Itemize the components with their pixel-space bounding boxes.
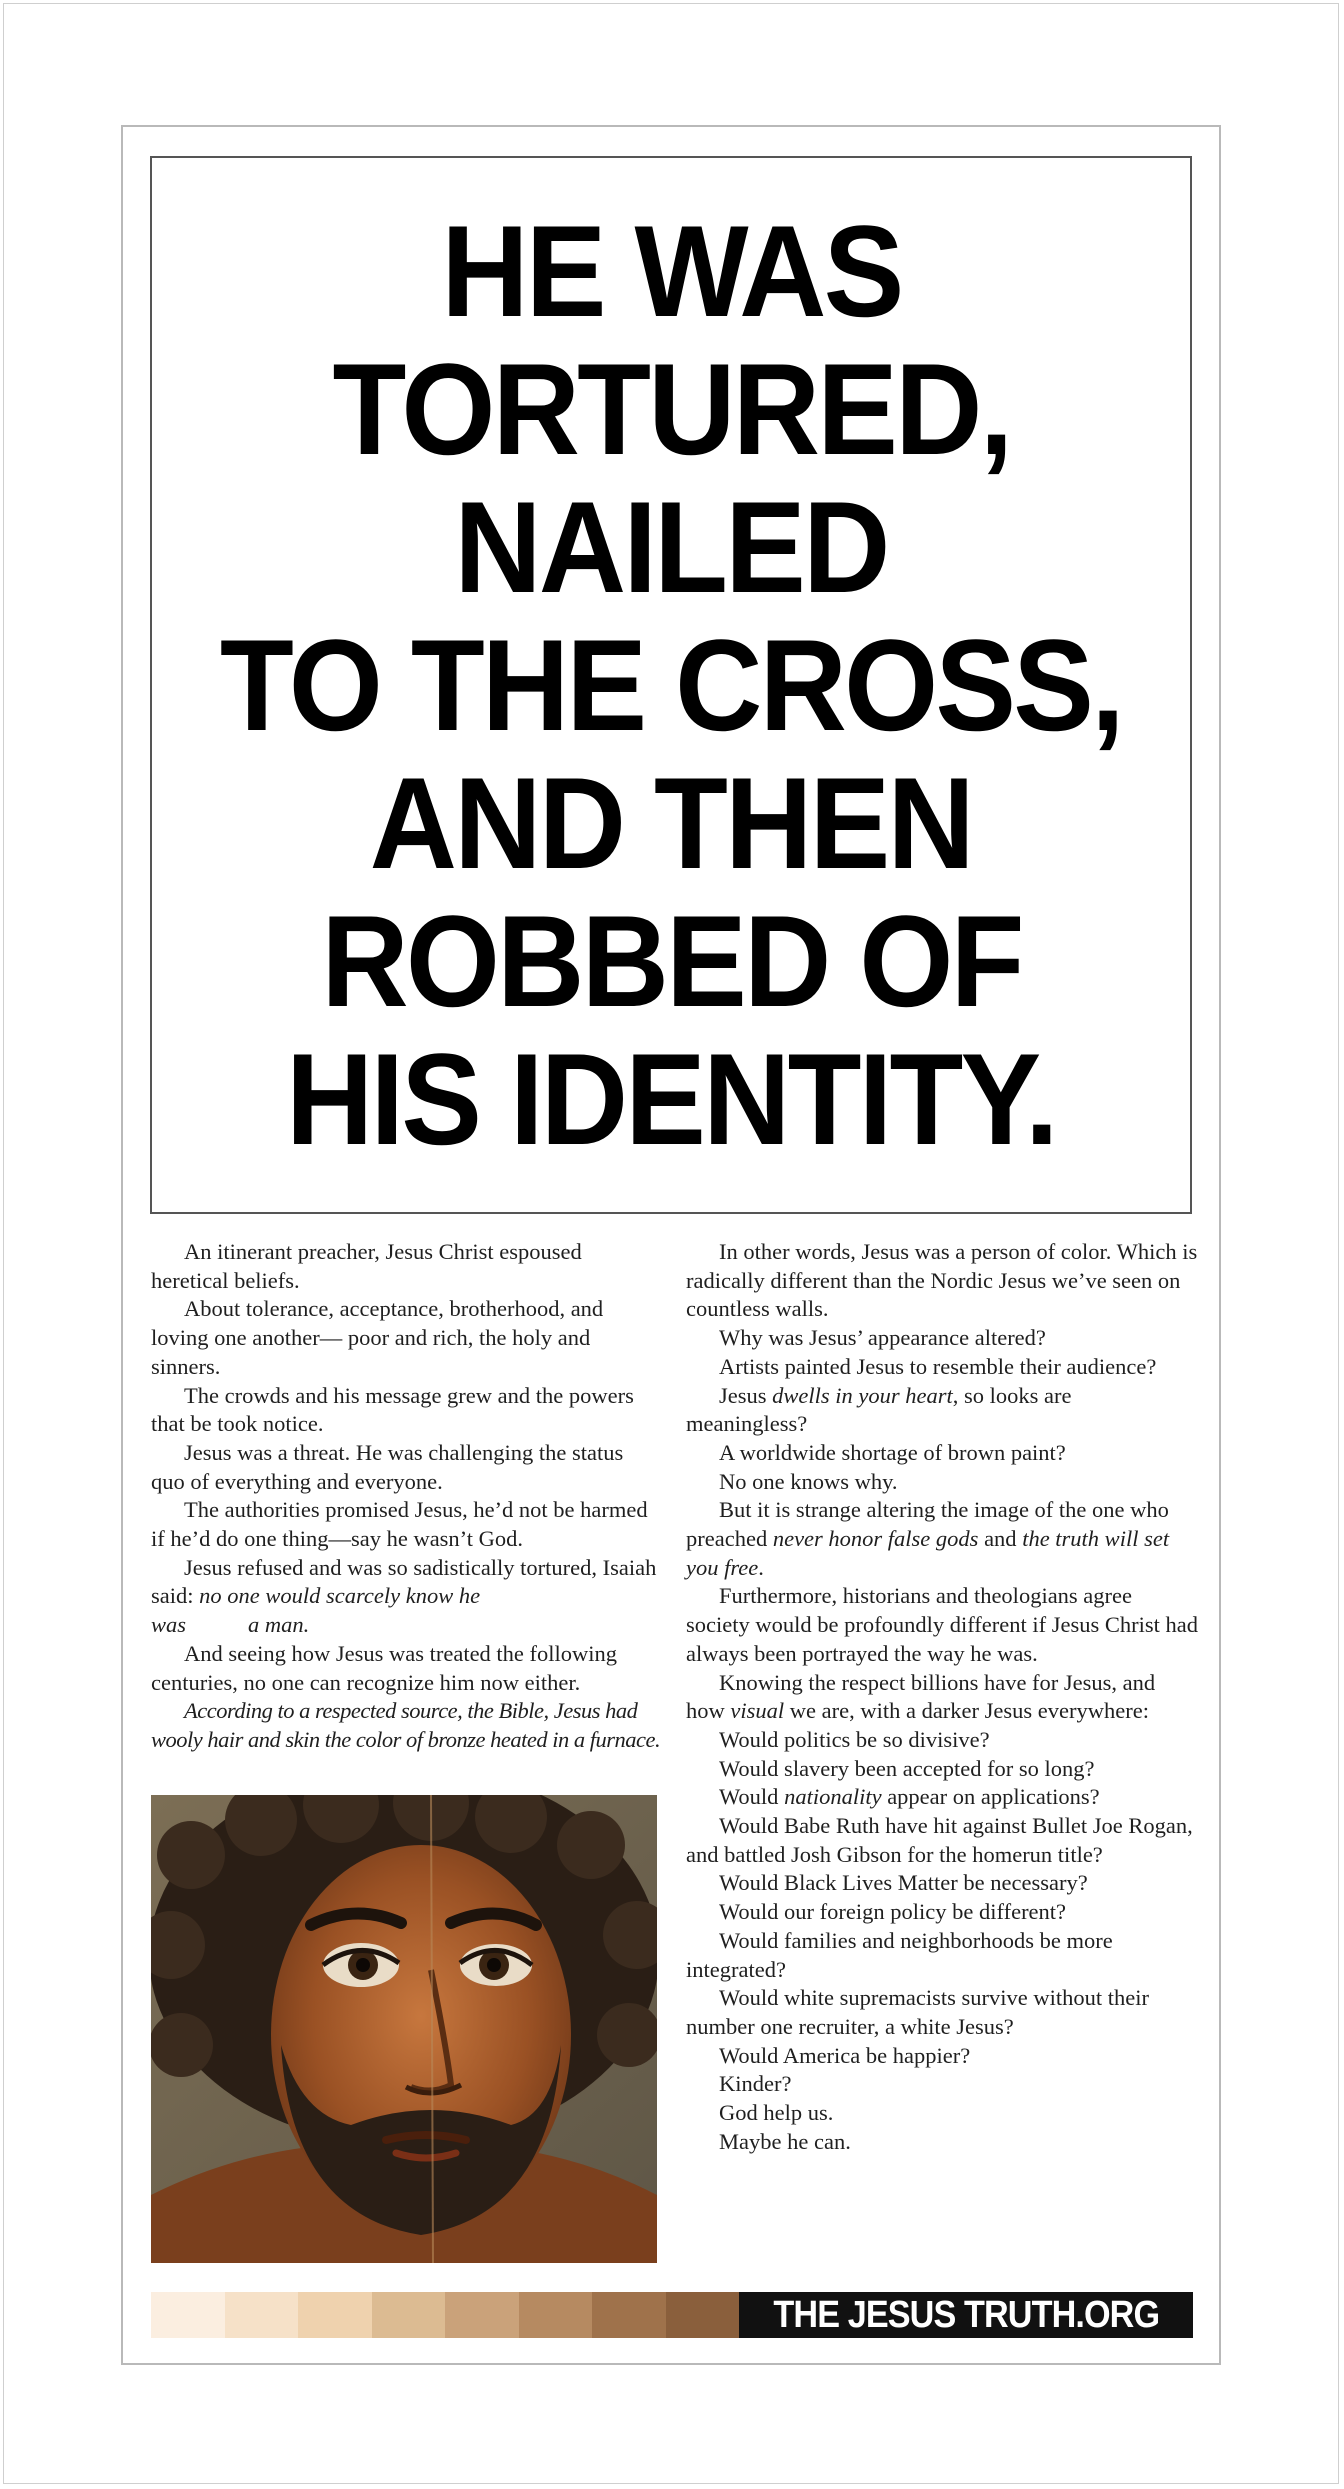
headline-line: HIS IDENTITY. [286,1026,1056,1172]
headline-line: ROBBED OF [320,888,1022,1034]
skin-tone-swatch [298,2292,372,2338]
body-paragraph: The crowds and his message grew and the powers that be took notice. [151,1382,634,1437]
fayum-portrait-icon [151,1795,657,2263]
skin-tone-swatch [151,2292,225,2338]
body-paragraph: Would white supremacists survive without their number one recruiter, a white Jesus? [686,1985,1149,2039]
text-run: we are, with a darker Jesus everywhere: [784,1698,1149,1724]
body-paragraph [686,1783,1198,1812]
body-paragraph: Would politics be so divisive? [719,1726,990,1752]
body-paragraph: In other words, Jesus was a person of color. Which is radically different than the Nordic Jesus we’ve seen on countless walls. [686,1239,1198,1322]
body-paragraph: Why was Jesus’ appearance altered? [719,1325,1046,1351]
body-paragraph: Would families and neighborhoods be more integrated? [686,1927,1113,1982]
emphasis: nationality [784,1784,882,1810]
right-body-column [686,1238,1198,2157]
emphasis: the truth will set you free [686,1526,1170,1580]
body-paragraph: Maybe he can. [719,2128,851,2154]
emphasis: dwells in your heart [772,1382,953,1408]
body-paragraph: Artists painted Jesus to resemble their audience? [719,1353,1157,1379]
body-paragraph: Kinder? [719,2071,792,2097]
isaiah-quote-end: a man. [248,1612,310,1638]
body-paragraph: A worldwide shortage of brown paint? [719,1439,1066,1465]
body-paragraph [686,1669,1198,1726]
text-run: Would [719,1784,785,1810]
text-run: Jesus refused and was so sadistically tortured, Isaiah said: [151,1554,657,1609]
skin-tone-swatch [666,2292,740,2338]
body-paragraph: Would slavery been accepted for so long? [719,1755,1095,1781]
left-body-column [151,1238,661,1755]
emphasis: visual [730,1698,785,1724]
body-paragraph [151,1554,661,1611]
body-paragraph: The authorities promised Jesus, he’d not be harmed if he’d do one thing—say he wasn’t God. [151,1497,648,1552]
text-run: . [758,1554,764,1580]
text-run: But it is strange altering the image of the one who preached [686,1497,1169,1552]
body-paragraph: Would America be happier? [719,2042,971,2068]
skin-tone-swatch [372,2292,446,2338]
body-paragraph: Jesus was a threat. He was challenging the status quo of everything and everyone. [151,1439,624,1494]
headline-line: TORTURED, [332,336,1010,482]
skin-tone-swatch [225,2292,299,2338]
body-paragraph: No one knows why. [719,1468,898,1494]
body-paragraph: About tolerance, acceptance, brotherhood, and loving one another— poor and rich, the holy and sinners. [151,1296,604,1379]
brand-logo [739,2292,1193,2338]
isaiah-quote-end: was [151,1612,187,1638]
brand-text: THE JESUS TRUTH.ORG [773,2293,1159,2336]
body-paragraph: Would Babe Ruth have hit against Bullet Joe Rogan, and battled Josh Gibson for the homerun title? [686,1813,1193,1867]
body-paragraph: God help us. [719,2100,834,2126]
text-run: Jesus [719,1382,773,1408]
skin-tone-swatch [519,2292,593,2338]
headline-line: TO THE CROSS, [220,612,1122,758]
text-run: and [978,1526,1023,1552]
body-paragraph [686,1496,1198,1582]
body-paragraph: Would Black Lives Matter be necessary? [719,1870,1088,1896]
bible-quote [151,1697,661,1754]
body-paragraph [686,1382,1198,1439]
headline-box [150,156,1192,1214]
headline-line: HE WAS [440,198,902,344]
body-paragraph: Would our foreign policy be different? [719,1899,1067,1925]
bible-quote-text: According to a respected source, the Bible, Jesus had wooly hair and skin the color of bronze heated in a furnace. [151,1698,661,1752]
text-run: , so looks are meaningless? [686,1382,1072,1437]
headline-line: NAILED [454,474,888,620]
headline-line: AND THEN [369,750,973,896]
emphasis: never honor false gods [772,1526,979,1552]
isaiah-quote: no one would scarcely know he [199,1583,481,1609]
skin-tone-swatch [592,2292,666,2338]
text-run: appear on applications? [881,1784,1100,1810]
body-paragraph [151,1611,661,1640]
body-paragraph: Furthermore, historians and theologians agree society would be profoundly different if Jesus Christ had always been portrayed the way he was. [686,1583,1198,1666]
body-paragraph: And seeing how Jesus was treated the following centuries, no one can recognize him now either. [151,1640,618,1695]
skin-tone-swatch [445,2292,519,2338]
text-run: Knowing the respect billions have for Jesus, and how [686,1669,1156,1724]
body-paragraph: An itinerant preacher, Jesus Christ espoused heretical beliefs. [151,1239,582,1293]
